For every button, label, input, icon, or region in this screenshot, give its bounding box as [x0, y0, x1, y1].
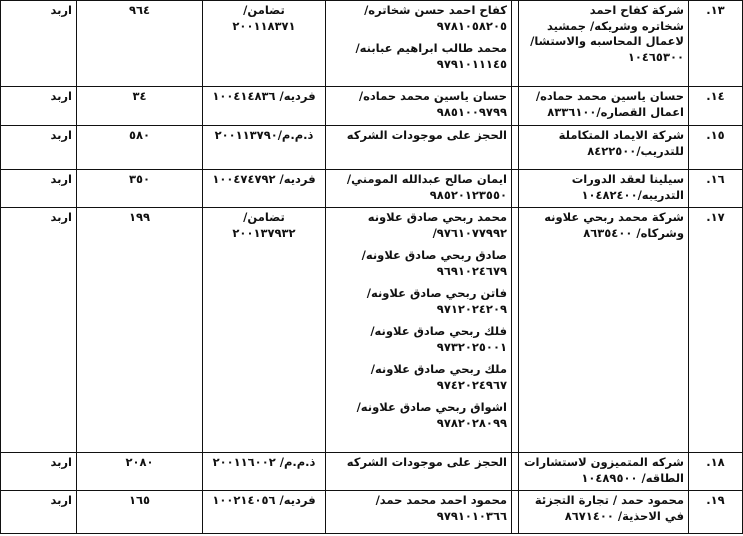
partner-phone: ٩٧٣٢٠٢٥٠٠١: [436, 339, 507, 354]
liability-cell: [203, 491, 326, 534]
city-cell: اربد: [1, 170, 77, 208]
partners-cell: [326, 453, 512, 491]
partner-name: الحجز على موجودات الشركه: [346, 128, 507, 142]
table-row: [1, 491, 743, 534]
partner-name: ايمان صالح عبدالله المومني/: [346, 172, 507, 186]
column-spacer: [512, 170, 519, 208]
capital-cell: ٣٤: [77, 87, 203, 126]
liability-cell: [203, 208, 326, 453]
column-spacer: [512, 453, 519, 491]
row-number: ١٦.: [689, 170, 743, 208]
city-cell: اربد: [1, 126, 77, 170]
capital-cell: ٢٠٨٠: [77, 453, 203, 491]
partner-name: صادق ربحي صادق علاونه/: [361, 248, 507, 262]
row-number: ١٣.: [689, 1, 743, 87]
company-name-line: التدريبه/١٠٤٨٢٤٠٠: [581, 187, 684, 202]
company-name-cell: [519, 453, 689, 491]
company-name-line: شركه المتميزون لاستشارات: [523, 455, 684, 469]
company-name-cell: [519, 1, 689, 87]
table-row: [1, 126, 743, 170]
liability-line: ذ.م.م/ ٢٠٠١١٦٠٠٢: [212, 455, 316, 469]
company-name-line: شركة محمد ربحي علاونه: [544, 210, 684, 224]
partner-phone: ٩٧٤٢٠٢٤٩٦٧: [436, 377, 507, 392]
column-spacer: [512, 126, 519, 170]
company-name-cell: [519, 126, 689, 170]
partner-name: فاتن ربحي صادق علاونه/: [366, 286, 507, 300]
liability-line: تضامن/: [243, 3, 285, 17]
partners-cell: [326, 87, 512, 126]
partner-phone: ٩٧١٢٠٢٤٢٠٩: [436, 301, 507, 316]
partner-phone: ٩٧٨١٠٥٨٢٠٥: [436, 18, 507, 33]
partner-name: الحجز على موجودات الشركه: [346, 455, 507, 469]
partners-cell: [326, 170, 512, 208]
partners-cell: [326, 208, 512, 453]
liability-cell: [203, 453, 326, 491]
partners-cell: [326, 126, 512, 170]
row-number: ١٨.: [689, 453, 743, 491]
liability-line: فرديه/ ١٠٠٢١٤٠٥٦: [212, 493, 316, 507]
table-row: [1, 170, 743, 208]
company-name-line: شخاتره وشريكه/ جمشيد: [546, 18, 684, 33]
table-row: [1, 1, 743, 87]
liability-line: ٢٠٠١٣٧٩٣٢: [232, 225, 296, 240]
partner-phone: ٩٧٦١٠٧٧٩٩٢/: [432, 225, 507, 240]
liability-line: ٢٠٠١١٨٣٧١: [232, 18, 296, 33]
partner-phone: ٩٨٥١٠٠٩٧٩٩: [436, 104, 507, 119]
city-cell: اربد: [1, 1, 77, 87]
partner-phone: ٩٧٩١٠١٠٣٦٦: [436, 508, 507, 523]
partner-phone: ٩٧٩١٠١١١٤٥: [436, 56, 507, 71]
company-name-line: للتدريب/٨٤٢٢٥٠٠: [587, 143, 684, 158]
table-row: [1, 453, 743, 491]
liability-line: فرديه/ ١٠٠٤١٤٨٣٦: [212, 89, 316, 103]
row-number: ١٩.: [689, 491, 743, 534]
company-name-cell: [519, 491, 689, 534]
city-cell: اربد: [1, 87, 77, 126]
liability-cell: [203, 126, 326, 170]
liability-cell: [203, 87, 326, 126]
company-name-line: اعمال القصاره/٨٣٣٦١٠٠: [547, 104, 684, 119]
capital-cell: ١٩٩: [77, 208, 203, 453]
capital-cell: ١٦٥: [77, 491, 203, 534]
city-cell: اربد: [1, 208, 77, 453]
column-spacer: [512, 491, 519, 534]
company-name-cell: [519, 208, 689, 453]
partner-name: محمود احمد محمد حمد/: [375, 493, 507, 507]
row-number: ١٧.: [689, 208, 743, 453]
partner-phone: ٩٨٥٢٠١٢٣٥٥٠: [429, 187, 507, 202]
column-spacer: [512, 1, 519, 87]
partner-name: حسان ياسين محمد حماده/: [358, 89, 507, 103]
company-name-cell: [519, 170, 689, 208]
column-spacer: [512, 208, 519, 453]
city-cell: اربد: [1, 453, 77, 491]
company-name-line: شركة كفاح احمد: [589, 3, 684, 17]
capital-cell: ٩٦٤: [77, 1, 203, 87]
liability-line: ذ.م.م/٢٠٠١١٣٧٩٠: [214, 128, 314, 142]
liability-line: فرديه/ ١٠٠٤٧٤٧٩٢: [212, 172, 316, 186]
company-name-line: محمود حمد / تجارة التجزئة: [534, 493, 684, 507]
table-row: [1, 87, 743, 126]
partner-name: كفاح احمد حسن شخاتره/: [364, 3, 507, 17]
company-name-line: في الاحذية/ ٨٦٧١٤٠٠: [564, 508, 684, 523]
column-spacer: [512, 87, 519, 126]
table-row: [1, 208, 743, 453]
table-body: [1, 1, 743, 534]
partners-cell: [326, 491, 512, 534]
partners-cell: [326, 1, 512, 87]
partner-name: ملك ربحي صادق علاونه/: [370, 362, 507, 376]
company-name-line: الطاقه/ ١٠٤٨٩٥٠٠: [581, 470, 684, 485]
row-number: ١٥.: [689, 126, 743, 170]
company-name-cell: [519, 87, 689, 126]
partner-phone: ٩٧٨٢٠٢٨٠٩٩: [436, 415, 507, 430]
liability-cell: [203, 1, 326, 87]
city-cell: اربد: [1, 491, 77, 534]
company-name-line: وشركاه/ ٨٦٣٥٤٠٠: [583, 225, 684, 240]
partner-name: اشواق ربحي صادق علاونه/: [356, 400, 507, 414]
capital-cell: ٥٨٠: [77, 126, 203, 170]
liability-line: تضامن/: [243, 210, 285, 224]
partner-name: فلك ربحي صادق علاونه/: [370, 324, 507, 338]
company-name-line: حسان ياسين محمد حماده/: [535, 89, 684, 103]
liability-cell: [203, 170, 326, 208]
company-name-line: سيلينا لعقد الدورات: [571, 172, 684, 186]
capital-cell: ٣٥٠: [77, 170, 203, 208]
company-name-line: شركة الايماد المتكاملة: [558, 128, 684, 142]
row-number: ١٤.: [689, 87, 743, 126]
partner-phone: ٩٦٩١٠٢٤٦٧٩: [436, 263, 507, 278]
partner-name: محمد طالب ابراهيم عبابنه/: [355, 41, 507, 55]
company-name-line: ١٠٤٦٥٣٠٠: [627, 49, 684, 64]
partner-name: محمد ربحي صادق علاونه: [367, 210, 507, 224]
company-name-line: لاعمال المحاسبه والاستشا/: [530, 34, 684, 48]
